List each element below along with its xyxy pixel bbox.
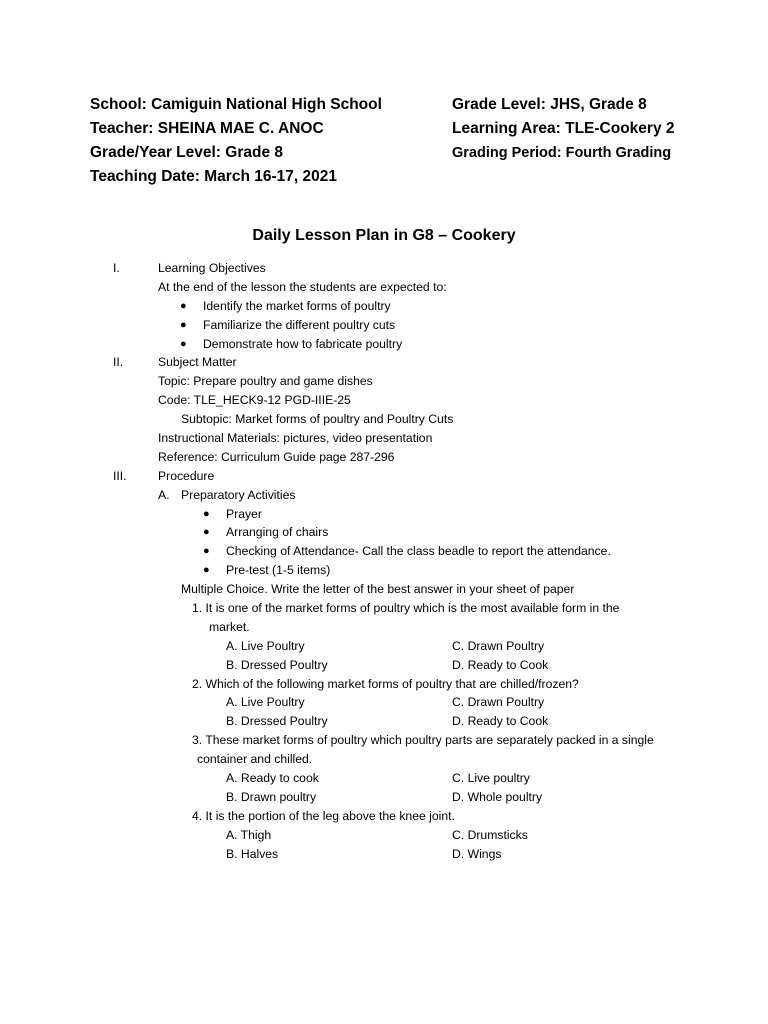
preparatory-heading-line bbox=[0, 486, 768, 505]
bullet-icon: ● bbox=[180, 318, 187, 331]
choice-a: A. Live Poultry bbox=[226, 638, 305, 653]
reference-line bbox=[0, 448, 768, 467]
subsection-letter: A. bbox=[158, 487, 170, 502]
procedure-heading-line bbox=[0, 467, 768, 486]
subsection-heading: Preparatory Activities bbox=[181, 487, 296, 502]
activity-item bbox=[0, 542, 768, 561]
choice-b: B. Dressed Poultry bbox=[226, 657, 328, 672]
bullet-icon: ● bbox=[180, 337, 187, 350]
activity-item bbox=[0, 561, 768, 580]
code-text: Code: TLE_HECK9-12 PGD-IIIE-25 bbox=[158, 393, 351, 408]
choice-row bbox=[0, 845, 768, 864]
choice-b: B. Halves bbox=[226, 846, 279, 861]
activity-item bbox=[0, 523, 768, 542]
lesson-body bbox=[0, 259, 768, 864]
choice-b: B. Drawn poultry bbox=[226, 789, 317, 804]
materials-text: Instructional Materials: pictures, video presentation bbox=[158, 431, 433, 446]
school-line: School: Camiguin National High School bbox=[90, 96, 382, 113]
choice-row bbox=[0, 788, 768, 807]
activity-text: Pre-test (1-5 items) bbox=[226, 563, 331, 578]
question-text: 1. It is one of the market forms of poultry which is the most available form in the bbox=[192, 601, 620, 616]
header-right bbox=[452, 93, 675, 165]
question-text: 3. These market forms of poultry which poultry parts are separately packed in a single bbox=[192, 733, 654, 748]
teaching-date-line: Teaching Date: March 16-17, 2021 bbox=[90, 168, 337, 185]
objective-text: Identify the market forms of poultry bbox=[203, 298, 391, 313]
choice-c: C. Drumsticks bbox=[452, 827, 528, 842]
section-heading: Subject Matter bbox=[158, 355, 237, 370]
choice-a: A. Thigh bbox=[226, 827, 272, 842]
question-line bbox=[0, 807, 768, 826]
section-numeral: II. bbox=[113, 355, 124, 370]
topic-line bbox=[0, 372, 768, 391]
choice-row bbox=[0, 712, 768, 731]
page-title: Daily Lesson Plan in G8 – Cookery bbox=[252, 227, 516, 244]
subtopic-text: Subtopic: Market forms of poultry and Poultry Cuts bbox=[181, 412, 454, 427]
topic-text: Topic: Prepare poultry and game dishes bbox=[158, 374, 373, 389]
choice-b: B. Dressed Poultry bbox=[226, 714, 328, 729]
instructions-line bbox=[0, 580, 768, 599]
grading-period-line: Grading Period: Fourth Grading bbox=[452, 145, 672, 161]
activity-text: Arranging of chairs bbox=[226, 525, 329, 540]
question-text: 2. Which of the following market forms of poultry that are chilled/frozen? bbox=[192, 676, 579, 691]
question-text: 4. It is the portion of the leg above the knee joint. bbox=[192, 808, 455, 823]
subtopic-line bbox=[0, 410, 768, 429]
question-line bbox=[0, 675, 768, 694]
choice-row bbox=[0, 656, 768, 675]
choice-c: C. Drawn Poultry bbox=[452, 695, 545, 710]
choice-d: D. Whole poultry bbox=[452, 789, 543, 804]
choice-c: C. Live poultry bbox=[452, 771, 530, 786]
question-continuation bbox=[0, 618, 768, 637]
section-numeral: I. bbox=[113, 261, 120, 275]
choice-row bbox=[0, 826, 768, 845]
choice-c: C. Drawn Poultry bbox=[452, 638, 545, 653]
bullet-icon: ● bbox=[203, 526, 210, 539]
choice-d: D. Ready to Cook bbox=[452, 657, 549, 672]
choice-a: A. Ready to cook bbox=[226, 771, 319, 786]
choice-d: D. Wings bbox=[452, 846, 502, 861]
objective-item bbox=[0, 335, 768, 354]
code-line bbox=[0, 391, 768, 410]
reference-text: Reference: Curriculum Guide page 287-296 bbox=[158, 449, 395, 464]
activity-text: Prayer bbox=[226, 506, 262, 521]
question-continuation bbox=[0, 750, 768, 769]
choice-row bbox=[0, 637, 768, 656]
bullet-icon: ● bbox=[203, 564, 210, 577]
choice-row bbox=[0, 769, 768, 788]
choice-d: D. Ready to Cook bbox=[452, 714, 549, 729]
activity-item bbox=[0, 505, 768, 524]
objectives-intro: At the end of the lesson the students are expected to: bbox=[158, 279, 447, 294]
objectives-intro-line bbox=[0, 278, 768, 297]
objective-item bbox=[0, 316, 768, 335]
learning-area-line: Learning Area: TLE-Cookery 2 bbox=[452, 120, 675, 137]
choice-a: A. Live Poultry bbox=[226, 695, 305, 710]
instructions-text: Multiple Choice. Write the letter of the best answer in your sheet of paper bbox=[181, 582, 575, 597]
objective-text: Familiarize the different poultry cuts bbox=[203, 317, 396, 332]
grade-year-line: Grade/Year Level: Grade 8 bbox=[90, 144, 283, 161]
objective-text: Demonstrate how to fabricate poultry bbox=[203, 336, 403, 351]
question-line bbox=[0, 731, 768, 750]
question-text: market. bbox=[209, 619, 250, 634]
teacher-line: Teacher: SHEINA MAE C. ANOC bbox=[90, 120, 324, 137]
bullet-icon: ● bbox=[203, 507, 210, 520]
materials-line bbox=[0, 429, 768, 448]
section-numeral: III. bbox=[113, 468, 127, 483]
objectives-heading-line bbox=[0, 259, 768, 278]
objective-item bbox=[0, 297, 768, 316]
section-heading: Learning Objectives bbox=[158, 261, 266, 275]
section-heading: Procedure bbox=[158, 468, 215, 483]
activity-text: Checking of Attendance- Call the class beadle to report the attendance. bbox=[226, 544, 611, 559]
bullet-icon: ● bbox=[180, 299, 187, 312]
bullet-icon: ● bbox=[203, 545, 210, 558]
choice-row bbox=[0, 693, 768, 712]
header-left bbox=[90, 93, 382, 189]
subject-heading-line bbox=[0, 353, 768, 372]
question-line bbox=[0, 599, 768, 618]
question-text: container and chilled. bbox=[197, 752, 313, 767]
grade-level-line: Grade Level: JHS, Grade 8 bbox=[452, 96, 647, 113]
